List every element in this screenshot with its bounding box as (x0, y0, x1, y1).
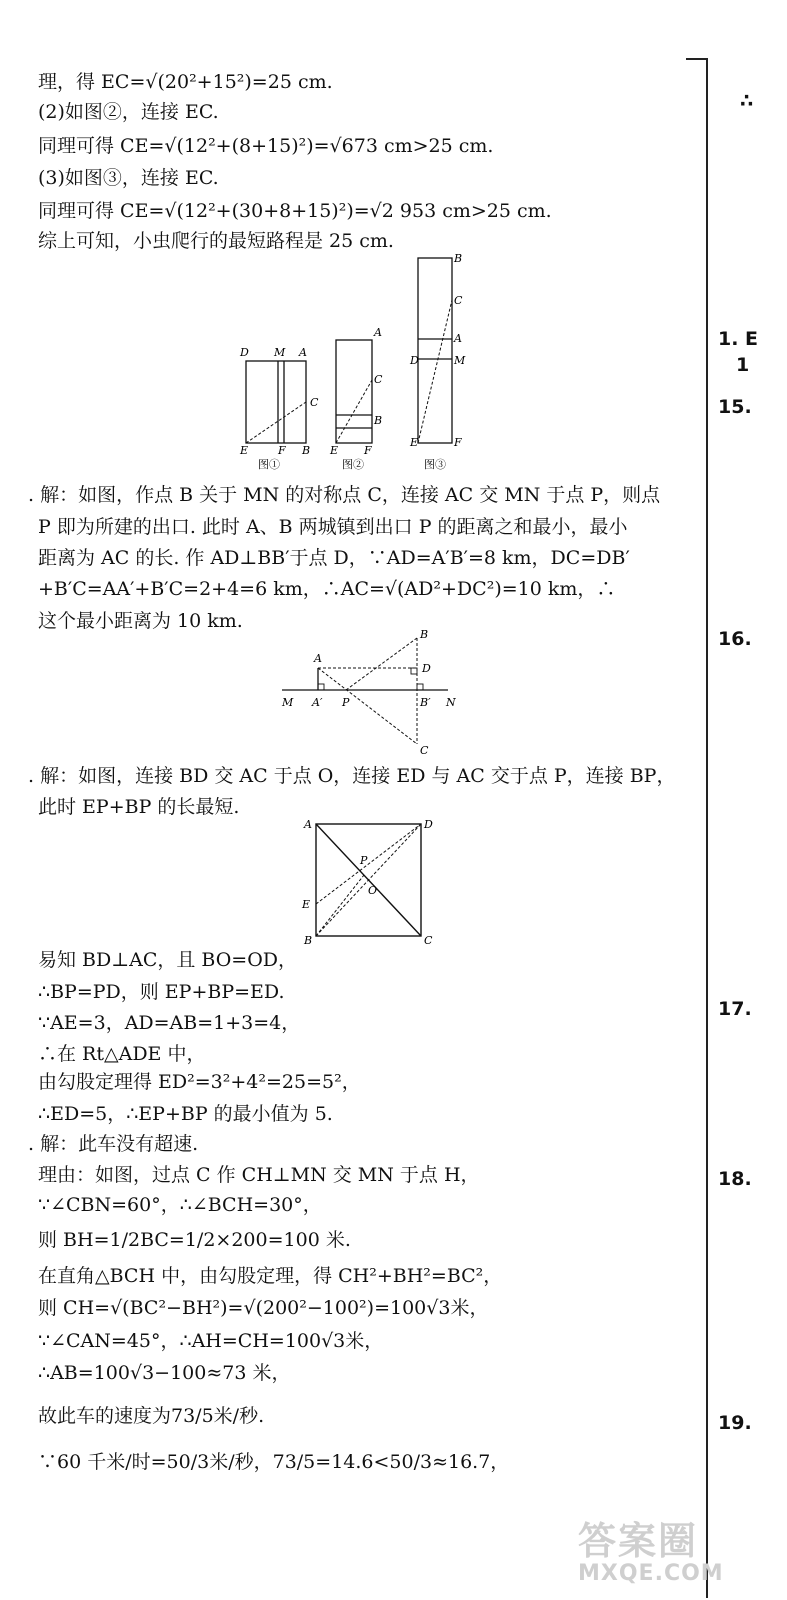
text-line: ∴在 Rt△ADE 中， (38, 1043, 206, 1065)
margin-question-number: 19. (718, 1412, 752, 1434)
fig3-label: P (360, 854, 368, 867)
text-line: 易知 BD⊥AC，且 BO=OD， (38, 949, 298, 971)
margin-question-number: 17. (718, 998, 752, 1020)
fig1-label: C (374, 373, 383, 386)
text-line: 则 BH=1/2BC=1/2×200=100 米. (38, 1229, 351, 1251)
watermark-top: 答案圈 (578, 1519, 699, 1563)
text-line: ∵60 千米/时=50/3米/秒，73/5=14.6<50/3≈16.7， (38, 1451, 510, 1473)
watermark-bottom: MXQE.COM (578, 1561, 724, 1586)
column-divider-tick (686, 58, 706, 60)
margin-question-number: 18. (718, 1168, 752, 1190)
text-line: . 解：如图，连接 BD 交 AC 于点 O，连接 ED 与 AC 交于点 P，连接 BP， (28, 765, 676, 787)
text-line: 这个最小距离为 10 km. (38, 610, 243, 632)
fig1-label: E (330, 444, 339, 457)
fig3-label: D (424, 818, 433, 831)
fig1-label: C (454, 294, 463, 307)
margin-question-number: 15. (718, 396, 752, 418)
fig3-label: B (304, 934, 313, 947)
fig3-label: E (302, 898, 311, 911)
fig1-label: F (364, 444, 372, 457)
fig1-caption: 图① (258, 458, 280, 471)
text-line: (2)如图②，连接 EC. (38, 101, 219, 123)
fig3-label: C (424, 934, 433, 947)
fig3-label: O (368, 884, 378, 897)
text-line: ∴AB=100√3−100≈73 米， (38, 1362, 291, 1384)
fig2-label: A′ (312, 696, 323, 709)
text-line: 同理可得 CE=√(12²+(8+15)²)=√673 cm>25 cm. (38, 135, 494, 157)
text-line: ∵AE=3，AD=AB=1+3=4， (38, 1012, 301, 1034)
text-line: ∴ED=5，∴EP+BP 的最小值为 5. (38, 1103, 333, 1125)
fig1-label: E (240, 444, 249, 457)
text-line: 此时 EP+BP 的长最短. (38, 796, 240, 818)
text-line: . 解：如图，作点 B 关于 MN 的对称点 C，连接 AC 交 MN 于点 P，则点 (28, 484, 661, 506)
text-line: +B′C=AA′+B′C=2+4=6 km，∴AC=√(AD²+DC²)=10 km，∴ (38, 578, 616, 600)
fig1-label: A (299, 346, 307, 359)
fig2-label: B (420, 628, 429, 641)
text-line: 距离为 AC 的长. 作 AD⊥BB′于点 D，∵AD=A′B′=8 km，DC=DB′ (38, 547, 630, 569)
fig3-label: A (304, 818, 312, 831)
text-line: 在直角△BCH 中，由勾股定理，得 CH²+BH²=BC²， (38, 1265, 503, 1287)
fig2-label: A (314, 652, 322, 665)
fig1-label: B (302, 444, 311, 457)
figure-reflection (276, 630, 466, 760)
text-line: . 解：此车没有超速. (28, 1133, 199, 1155)
text-line: 综上可知，小虫爬行的最短路程是 25 cm. (38, 230, 394, 252)
margin-question-number: 1. E (718, 328, 759, 350)
text-line: P 即为所建的出口. 此时 A、B 两城镇到出口 P 的距离之和最小，最小 (38, 516, 628, 538)
fig2-label: N (446, 696, 456, 709)
fig1-caption: 图③ (424, 458, 446, 471)
fig2-label: D (422, 662, 431, 675)
column-divider (706, 58, 708, 1598)
watermark (578, 1520, 783, 1590)
fig1-label: C (310, 396, 319, 409)
text-line: ∵∠CBN=60°，∴∠BCH=30°， (38, 1194, 322, 1216)
text-line: 由勾股定理得 ED²=3²+4²=25=5²， (38, 1071, 361, 1093)
fig1-label: B (454, 252, 463, 265)
fig1-label: D (410, 354, 419, 367)
text-line: 同理可得 CE=√(12²+(30+8+15)²)=√2 953 cm>25 cm. (38, 200, 552, 222)
fig1-label: A (454, 332, 462, 345)
margin-mark: ∴ (740, 90, 754, 112)
figure-unfolded-boxes (236, 252, 476, 474)
fig1-label: M (454, 354, 466, 367)
fig1-label: F (454, 436, 462, 449)
text-line: ∵∠CAN=45°，∴AH=CH=100√3米， (38, 1330, 384, 1352)
text-line: ∴BP=PD，则 EP+BP=ED. (38, 981, 285, 1003)
text-line: 故此车的速度为73/5米/秒. (38, 1405, 265, 1427)
fig2-label: M (282, 696, 294, 709)
fig2-label: C (420, 744, 429, 757)
text-line: 则 CH=√(BC²−BH²)=√(200²−100²)=100√3米， (38, 1297, 489, 1319)
margin-question-number: 16. (718, 628, 752, 650)
figure-square (298, 812, 444, 948)
text-line: 理由：如图，过点 C 作 CH⊥MN 交 MN 于点 H， (38, 1164, 480, 1186)
fig1-label: D (240, 346, 249, 359)
fig1-label: E (410, 436, 419, 449)
margin-question-number: 1 (736, 354, 750, 376)
fig1-label: M (274, 346, 286, 359)
fig1-label: B (374, 414, 383, 427)
text-line: (3)如图③，连接 EC. (38, 167, 219, 189)
fig2-label: P (342, 696, 350, 709)
fig2-label: B′ (420, 696, 431, 709)
text-line: 理，得 EC=√(20²+15²)=25 cm. (38, 71, 333, 93)
fig1-caption: 图② (342, 458, 364, 471)
fig1-label: A (374, 326, 382, 339)
fig1-label: F (278, 444, 286, 457)
